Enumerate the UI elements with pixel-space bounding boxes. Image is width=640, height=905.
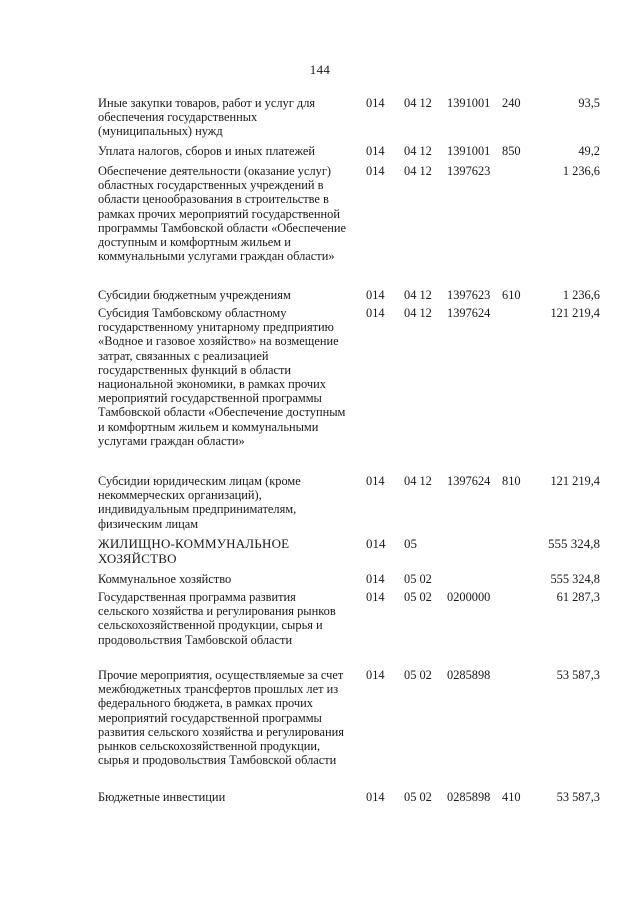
row-name: Уплата налогов, сборов и иных платежей — [98, 144, 316, 158]
row-section-code: 04 12 — [404, 164, 432, 178]
row-admin-code: 014 — [366, 96, 385, 110]
row-expense-type: 610 — [502, 288, 521, 302]
row-admin-code: 014 — [366, 668, 385, 682]
row-name: Коммунальное хозяйство — [98, 572, 232, 586]
row-admin-code: 014 — [366, 288, 385, 302]
row-amount: 555 324,8 — [550, 572, 600, 586]
row-amount: 121 219,4 — [550, 306, 600, 320]
row-admin-code: 014 — [366, 474, 385, 488]
row-amount: 555 324,8 — [548, 536, 600, 551]
row-name: Субсидии юридическим лицам (кроме некоммерческих организаций), индивидуальным предпринимателям, физическим лицам — [98, 474, 301, 531]
row-name: Субсидия Тамбовскому областному государственному унитарному предприятию «Водное и газовое хозяйство» на возмещение затрат, связанных с реализацией государственных функций в области национальной экономики, в рамках прочих мероприятий государственной программы Тамбовской области «Обеспечение доступным и комфортным жильем и коммунальными услугами граждан области» — [98, 306, 346, 448]
row-expense-type: 850 — [502, 144, 521, 158]
row-target-code: 1397623 — [447, 288, 491, 302]
row-amount: 53 587,3 — [556, 668, 600, 682]
row-section-code: 04 12 — [404, 96, 432, 110]
row-name: Обеспечение деятельности (оказание услуг) областных государственных учреждений в области ценообразования в строительстве в рамках прочих мероприятий государственной программы Тамбовской области «Обеспечение доступным и комфортным жильем и коммунальными услугами граждан области» — [98, 164, 347, 264]
row-admin-code: 014 — [366, 144, 385, 158]
row-target-code: 1397624 — [447, 306, 491, 320]
page-number: 144 — [309, 62, 331, 77]
row-target-code: 1397623 — [447, 164, 491, 178]
row-target-code: 0285898 — [447, 668, 491, 682]
row-admin-code: 014 — [366, 572, 385, 586]
row-section-code: 04 12 — [404, 288, 432, 302]
row-section-code: 05 — [404, 536, 417, 551]
row-section-code: 04 12 — [404, 306, 432, 320]
row-expense-type: 810 — [502, 474, 521, 488]
row-amount: 1 236,6 — [562, 164, 600, 178]
row-name: Бюджетные инвестиции — [98, 790, 226, 804]
row-name: Государственная программа развития сельского хозяйства и регулирования рынков сельскохозяйственной продукции, сырья и продовольствия Тамбовской области — [98, 590, 336, 647]
row-section-code: 05 02 — [404, 790, 432, 804]
row-section-code: 04 12 — [404, 474, 432, 488]
row-amount: 121 219,4 — [550, 474, 600, 488]
row-admin-code: 014 — [366, 306, 385, 320]
row-admin-code: 014 — [366, 590, 385, 604]
row-expense-type: 410 — [502, 790, 521, 804]
row-section-code: 05 02 — [404, 668, 432, 682]
row-admin-code: 014 — [366, 790, 385, 804]
row-target-code: 0285898 — [447, 790, 491, 804]
row-name: Прочие мероприятия, осуществляемые за счет межбюджетных трансфертов прошлых лет из федерального бюджета, в рамках прочих мероприятий государственной программы развития сельского хозяйства и регулирования рынков сельскохозяйственной продукции, сырья и продовольствия Тамбовской области — [98, 668, 344, 768]
row-admin-code: 014 — [366, 164, 385, 178]
row-name: ЖИЛИЩНО-КОММУНАЛЬНОЕ ХОЗЯЙСТВО — [98, 536, 290, 566]
row-name: Иные закупки товаров, работ и услуг для обеспечения государственных (муниципальных) нужд — [98, 96, 316, 139]
row-amount: 93,5 — [578, 96, 600, 110]
row-section-code: 04 12 — [404, 144, 432, 158]
row-name: Субсидии бюджетным учреждениям — [98, 288, 291, 302]
row-target-code: 1397624 — [447, 474, 491, 488]
row-target-code: 0200000 — [447, 590, 491, 604]
row-amount: 1 236,6 — [562, 288, 600, 302]
row-amount: 61 287,3 — [556, 590, 600, 604]
row-target-code: 1391001 — [447, 96, 491, 110]
row-section-code: 05 02 — [404, 572, 432, 586]
row-section-code: 05 02 — [404, 590, 432, 604]
row-target-code: 1391001 — [447, 144, 491, 158]
row-amount: 49,2 — [578, 144, 600, 158]
row-admin-code: 014 — [366, 536, 386, 551]
row-amount: 53 587,3 — [556, 790, 600, 804]
row-expense-type: 240 — [502, 96, 521, 110]
